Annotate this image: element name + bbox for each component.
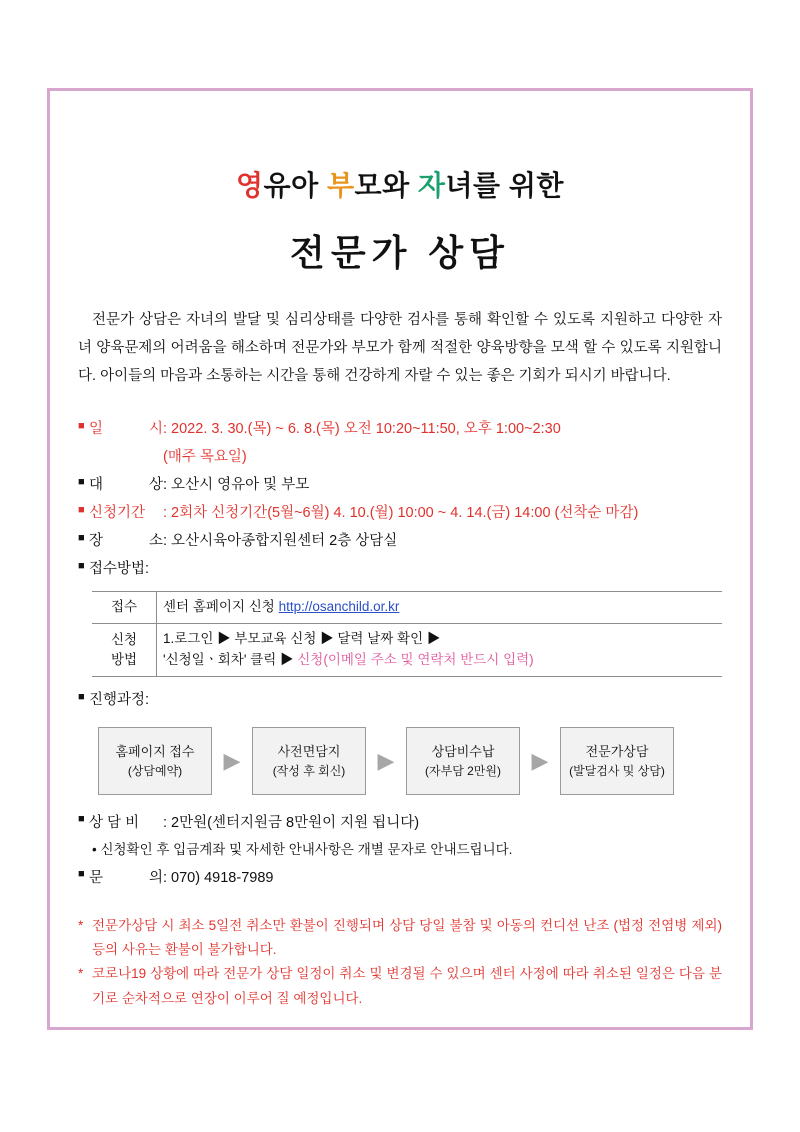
apply-method-line2-highlight: 신청(이메일 주소 및 연락처 반드시 입력) xyxy=(297,652,534,668)
info-row-date xyxy=(78,416,722,444)
info-row-fee xyxy=(78,809,722,837)
apply-heading-row xyxy=(78,556,722,584)
process-step-4-main: 전문가상담 xyxy=(585,744,649,760)
intro-paragraph: 전문가 상담은 자녀의 발달 및 심리상태를 다양한 검사를 통해 확인할 수 있도록 지원하고 다양한 자녀 양육문제의 어려움을 해소하며 전문가와 부모가 함께 적절한 양육방향을 모색 할 수 있도록 지원합니다. 아이들의 마음과 소통하는 시간을 통해 건강하게 자랄 수 있는 좋은 기회가 되시기 바랍니다. xyxy=(78,311,722,385)
bullet-icon: ■ xyxy=(78,691,85,704)
process-step-1-main: 홈페이지 접수 xyxy=(115,744,195,760)
apply-row-value-receipt xyxy=(157,592,723,624)
process-heading-block xyxy=(78,687,722,715)
info-row-place xyxy=(78,528,722,556)
warning-text-2: 코로나19 상황에 따라 전문가 상담 일정이 취소 및 변경될 수 있으며 센터 사정에 따라 취소된 일정은 다음 분기로 순차적으로 연장이 이루어 질 예정입니다. xyxy=(92,966,722,1006)
table-row xyxy=(92,592,722,624)
warning-item-2 xyxy=(78,962,722,1011)
info-label-date-b: 시 xyxy=(148,421,163,438)
warning-notes xyxy=(78,914,722,1011)
info-label-contact xyxy=(89,864,163,892)
process-step-2-sub: (작성 후 회신) xyxy=(272,763,346,778)
asterisk-icon: * xyxy=(78,966,84,982)
info-label-contact-a: 문 xyxy=(89,869,104,886)
info-label-target-b: 상 xyxy=(148,477,163,494)
process-step-2-main: 사전면담지 xyxy=(277,744,341,760)
apply-row-key-receipt: 접수 xyxy=(92,592,157,624)
title-line-2: 전문가 상담 xyxy=(290,231,510,273)
info-row-target xyxy=(78,472,722,500)
info-label-contact-b: 의 xyxy=(148,869,163,886)
bullet-icon: ■ xyxy=(78,559,85,572)
asterisk-icon: * xyxy=(78,917,84,933)
apply-method-table xyxy=(92,591,722,677)
process-step-1-sub: (상담예약) xyxy=(127,763,183,778)
process-step-4 xyxy=(560,727,674,795)
info-label-period: 신청기간 xyxy=(89,504,146,521)
info-subvalue-date: (매주 목요일) xyxy=(163,449,247,466)
title-text-mowa: 모와 xyxy=(354,170,418,201)
title-char-young: 영 xyxy=(236,170,264,201)
bottom-info-list xyxy=(78,809,722,892)
apply-row-key-method xyxy=(92,624,157,677)
info-label-fee: 상 담 비 xyxy=(89,814,140,831)
poster-content xyxy=(50,169,750,1011)
arrow-right-icon: ▶ xyxy=(377,747,395,773)
info-value-target: : 오산시 영유아 및 부모 xyxy=(163,477,310,494)
info-label-place-b: 소 xyxy=(148,532,163,549)
process-flow xyxy=(98,727,722,795)
info-label-place-a: 장 xyxy=(89,532,104,549)
info-value-place: : 오산시육아종합지원센터 2층 상담실 xyxy=(163,532,398,549)
apply-method-line1: 1.로그인 ▶ 부모교육 신청 ▶ 달력 날짜 확인 ▶ xyxy=(163,631,441,647)
bullet-icon: ■ xyxy=(78,503,85,516)
arrow-right-icon: ▶ xyxy=(223,747,241,773)
info-list xyxy=(78,416,722,583)
process-heading-row xyxy=(78,687,722,715)
info-value-fee: : 2만원(센터지원금 8만원이 지원 됩니다) xyxy=(163,814,420,831)
process-step-1 xyxy=(98,727,212,795)
process-step-3-sub: (자부담 2만원) xyxy=(425,763,501,778)
apply-method-line2-prefix: '신청일ㆍ회차' 클릭 ▶ xyxy=(163,652,298,668)
info-row-contact xyxy=(78,864,722,892)
title-text-nyeoreul: 녀를 위한 xyxy=(445,170,564,201)
info-value-date: : 2022. 3. 30.(목) ~ 6. 8.(목) 오전 10:20~11:50, 오후 1:00~2:30 xyxy=(163,421,561,438)
payment-note: • 신청확인 후 입금계좌 및 자세한 안내사항은 개별 문자로 안내드립니다. xyxy=(92,842,513,858)
info-label-place xyxy=(89,528,163,556)
table-row xyxy=(92,624,722,677)
bullet-icon: ■ xyxy=(78,531,85,544)
warning-item-1 xyxy=(78,914,722,963)
bullet-icon: ■ xyxy=(78,420,85,433)
info-label-date xyxy=(89,416,163,444)
arrow-right-icon: ▶ xyxy=(531,747,549,773)
center-homepage-link[interactable]: http://osanchild.or.kr xyxy=(278,599,400,615)
apply-method-line2 xyxy=(163,650,716,671)
info-label-target-a: 대 xyxy=(89,477,104,494)
bullet-icon: ■ xyxy=(78,812,85,825)
title-char-bu: 부 xyxy=(326,170,355,201)
process-step-3 xyxy=(406,727,520,795)
apply-receipt-text: 센터 홈페이지 신청 xyxy=(163,599,279,615)
info-label-date-a: 일 xyxy=(89,421,104,438)
poster-frame xyxy=(47,88,753,1030)
bullet-icon: ■ xyxy=(78,476,85,489)
process-step-4-sub: (발달검사 및 상담) xyxy=(569,763,665,778)
apply-row-value-method xyxy=(157,624,723,677)
apply-key-line2: 방법 xyxy=(110,652,138,668)
apply-key-line1: 신청 xyxy=(110,631,138,647)
process-step-2 xyxy=(252,727,366,795)
process-step-3-main: 상담비수납 xyxy=(431,744,495,760)
title-line-1 xyxy=(78,169,722,203)
apply-heading: 접수방법: xyxy=(89,560,150,577)
bullet-icon: ■ xyxy=(78,867,85,880)
process-heading: 진행과정: xyxy=(89,692,150,709)
title-text-youa: 유아 xyxy=(263,170,327,201)
info-row-period xyxy=(78,500,722,528)
info-value-contact: : 070) 4918-7989 xyxy=(163,869,274,886)
warning-text-1: 전문가상담 시 최소 5일전 취소만 환불이 진행되며 상담 당일 불참 및 아동의 컨디션 난조 (법정 전염병 제외) 등의 사유는 환불이 불가합니다. xyxy=(92,917,722,958)
info-value-period: : 2회차 신청기간(5월~6월) 4. 10.(월) 10:00 ~ 4. 14.(금) 14:00 (선착순 마감) xyxy=(163,504,639,521)
info-label-target xyxy=(89,472,163,500)
title-char-ja: 자 xyxy=(417,170,446,201)
